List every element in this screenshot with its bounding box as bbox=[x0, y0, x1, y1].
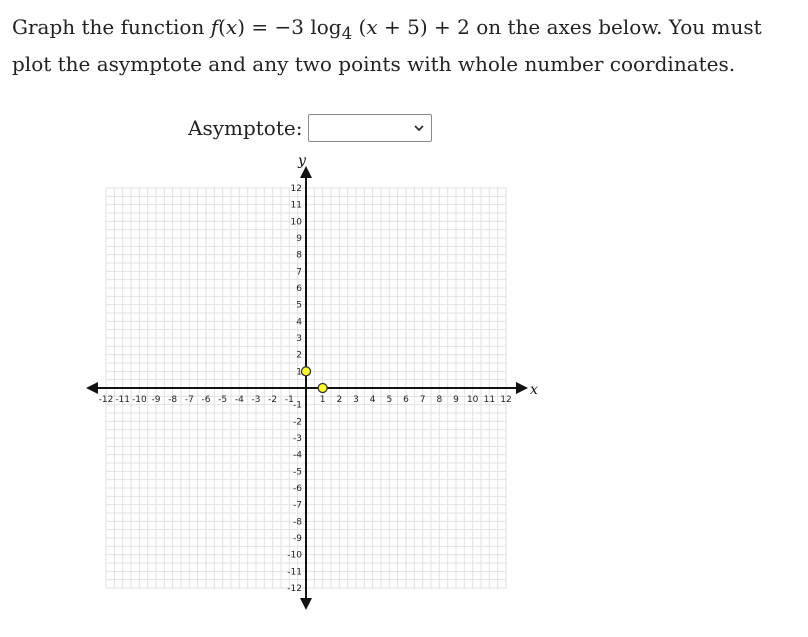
y-tick-label: 4 bbox=[296, 317, 302, 328]
y-tick-label: -12 bbox=[287, 584, 302, 594]
y-tick-label: -3 bbox=[293, 434, 302, 444]
log-arg-variable: x bbox=[366, 15, 378, 39]
log-arg-rest: + 5) + 2 bbox=[377, 15, 470, 39]
x-tick-label: -2 bbox=[268, 395, 278, 405]
y-tick-label: 9 bbox=[296, 234, 302, 244]
movable-point[interactable] bbox=[302, 367, 311, 376]
log-base: 4 bbox=[341, 24, 353, 43]
y-tick-label: 1 bbox=[296, 367, 302, 378]
x-tick-label: 2 bbox=[336, 395, 343, 405]
y-tick-label: -1 bbox=[293, 400, 302, 411]
x-tick-label: -12 bbox=[98, 395, 114, 405]
x-tick-label: -8 bbox=[168, 395, 178, 405]
x-tick-label: -3 bbox=[251, 395, 261, 405]
x-tick-label: 1 bbox=[319, 395, 326, 405]
asymptote-label: Asymptote: bbox=[188, 116, 303, 140]
y-tick-label: -11 bbox=[287, 567, 302, 578]
x-tick-label: 3 bbox=[353, 395, 359, 405]
x-tick-label: 10 bbox=[466, 395, 479, 405]
x-axis-arrow-right-icon bbox=[516, 382, 528, 394]
movable-point[interactable] bbox=[318, 384, 327, 393]
x-tick-label: -7 bbox=[184, 395, 194, 405]
x-axis-arrow-left-icon bbox=[86, 382, 98, 394]
question-prefix: Graph the function bbox=[12, 15, 211, 39]
x-tick-label: 11 bbox=[483, 395, 496, 405]
y-tick-label: -9 bbox=[293, 534, 302, 544]
x-tick-label: -5 bbox=[218, 395, 228, 405]
function-equals: = −3 log bbox=[245, 15, 342, 39]
x-tick-label: -10 bbox=[131, 395, 147, 405]
y-tick-label: -4 bbox=[293, 450, 302, 461]
x-tick-label: 9 bbox=[453, 395, 459, 405]
function-expression: f(x) = −3 $\log_4 (x + 5) + 2$ bbox=[210, 15, 470, 43]
y-tick-label: 6 bbox=[296, 284, 302, 294]
x-tick-label: 4 bbox=[369, 395, 376, 405]
question-suffix: on the axes below. You must plot the asymptote and any two points with whole number coordinates. bbox=[12, 15, 762, 76]
x-tick-label: 8 bbox=[436, 395, 443, 405]
y-tick-label: -2 bbox=[293, 417, 302, 428]
x-tick-label: 6 bbox=[403, 395, 409, 405]
x-axis-label: x bbox=[530, 382, 538, 398]
y-tick-label: -7 bbox=[293, 500, 302, 511]
y-tick-label: -5 bbox=[293, 467, 302, 478]
y-tick-label: 11 bbox=[290, 200, 302, 211]
function-variable: x bbox=[225, 15, 238, 39]
y-tick-label: 10 bbox=[290, 217, 302, 228]
y-tick-label: -6 bbox=[293, 484, 302, 494]
y-tick-label: 8 bbox=[296, 250, 302, 261]
x-tick-label: -1 bbox=[284, 395, 294, 405]
y-tick-label: 3 bbox=[296, 334, 302, 344]
y-tick-label: 5 bbox=[296, 300, 302, 311]
function-name: f bbox=[210, 15, 219, 39]
x-tick-label: -6 bbox=[201, 395, 211, 405]
x-tick-label: 7 bbox=[419, 395, 426, 405]
y-axis-label: y bbox=[298, 153, 306, 169]
x-tick-label: -9 bbox=[151, 395, 161, 405]
y-tick-label: 12 bbox=[290, 184, 302, 194]
x-tick-label: -11 bbox=[115, 395, 131, 405]
y-tick-label: 2 bbox=[296, 350, 302, 361]
x-tick-label: -4 bbox=[234, 395, 244, 405]
y-tick-label: -10 bbox=[287, 550, 302, 561]
x-tick-label: 5 bbox=[386, 395, 393, 405]
y-axis-arrow-down-icon bbox=[300, 598, 312, 610]
y-tick-label: -8 bbox=[293, 517, 302, 528]
y-tick-label: 7 bbox=[296, 267, 302, 278]
x-tick-label: 12 bbox=[500, 395, 512, 405]
